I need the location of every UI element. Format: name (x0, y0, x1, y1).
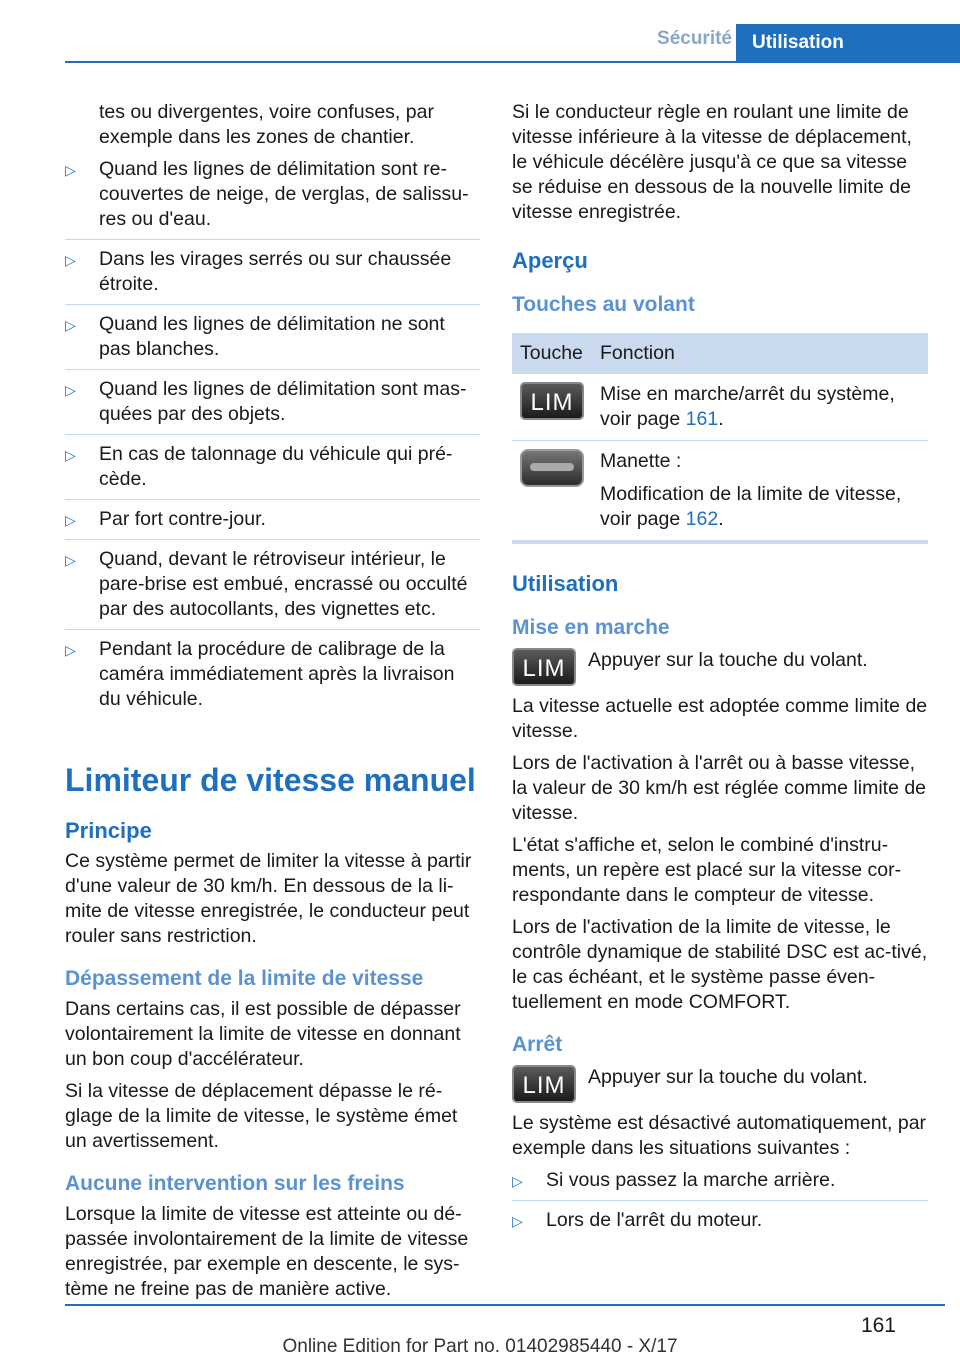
section-title: Limiteur de vitesse manuel (65, 762, 476, 798)
triangle-bullet-icon: ▷ (65, 642, 76, 658)
footer-edition: Online Edition for Part no. 01402985440 - X/17 (282, 1336, 678, 1357)
left-column (65, 100, 480, 1309)
utilisation-heading: Utilisation (512, 571, 619, 596)
triangle-bullet-icon: ▷ (65, 317, 76, 333)
principe-text: Ce système permet de limiter la vitesse à partir d'une valeur de 30 km/h. En dessous de la li-mite de vitesse enregistrée, le conducteur peut rouler sans restriction. (65, 850, 472, 947)
conditions-list (65, 157, 480, 719)
deactivation-instruction: LIM Appuyer sur la touche du volant. (512, 1065, 928, 1103)
lim-button-icon: LIM (512, 1065, 576, 1103)
table-cell-text: Manette : Modification de la limite de vitesse, voir page 162. (592, 441, 928, 543)
mise-en-marche-heading: Mise en marche (512, 616, 670, 639)
triangle-bullet-icon: ▷ (512, 1213, 523, 1229)
list-item: ▷ Si vous passez la marche arrière. (512, 1168, 928, 1201)
intro-text: Si le conducteur règle en roulant une limite de vitesse inférieure à la vitesse de déplacement, le véhicule décélère jusqu'à ce que sa vitesse se réduise en dessous de la nouvelle limite de vitesse enregistrée. (512, 101, 912, 223)
triangle-bullet-icon: ▷ (65, 162, 76, 178)
header-tab-utilisation[interactable]: Utilisation (736, 24, 960, 62)
header-divider (65, 61, 960, 63)
intro-continuation: tes ou divergentes, voire confuses, par exemple dans les zones de chantier. (99, 101, 434, 148)
table-row (512, 374, 928, 441)
list-item: ▷ Pendant la procédure de calibrage de la caméra immédiatement après la livraison du véhicule. (65, 638, 455, 710)
triangle-bullet-icon: ▷ (65, 512, 76, 528)
table-cell-icon (512, 441, 592, 543)
controls-table (512, 333, 928, 544)
list-item: ▷ Lors de l'arrêt du moteur. (512, 1208, 928, 1240)
table-row (512, 441, 928, 543)
triangle-bullet-icon: ▷ (512, 1173, 523, 1189)
triangle-bullet-icon: ▷ (65, 447, 76, 463)
arret-heading: Arrêt (512, 1033, 563, 1056)
depassement-heading: Dépassement de la limite de vitesse (65, 967, 424, 990)
freins-heading: Aucune intervention sur les freins (65, 1172, 405, 1195)
principe-heading: Principe (65, 818, 152, 843)
right-column: Si le conducteur règle en roulant une limite de vitesse inférieure à la vitesse de déplacement, le véhicule décélère jusqu'à ce que sa vitesse se réduise en dessous de la nouvelle limite de vitesse enregistrée. Aperçu Touches au volant Touche Fonction LIM Mise en marche/arrêt du système, voir page 161. Manette : Modification de la limite de vitesse, voir page 162. Utilisation Mise en marche LIM Appuyer sur la touche du volant. La vitesse actuelle est adoptée comme limite de vitesse. Lors de l'activation à l'arrêt ou à basse vitesse, la valeur de 30 km/h est réglée comme limite de vitesse. L'état s'affiche et, selon le combiné d'instru-ments, un repère est placé sur la vitesse cor-respondante dans le compteur de vitesse. Lors de l'activation de la limite de vitesse, le contrôle dynamique de stabilité DSC est ac-tivé, le cas échéant, et le système passe éven-tuellement en mode COMFORT. Arrêt LIM Appuyer sur la touche du volant. Le système est désactivé automatiquement, par exemple dans les situations suivantes : ▷ Si vous passez la marche arrière. ▷ Lors de l'arrêt du moteur. (512, 100, 928, 1247)
lim-button-icon: LIM (520, 382, 584, 420)
table-cell-text: Mise en marche/arrêt du système, voir page 161. (592, 374, 928, 441)
header-tab-securite[interactable]: Sécurité (657, 28, 732, 49)
list-item: ▷ Par fort contre-jour. (65, 507, 480, 540)
page-number: 161 (860, 1314, 896, 1337)
table-cell-icon (512, 374, 592, 441)
triangle-bullet-icon: ▷ (65, 552, 76, 568)
page-link-161[interactable]: 161 (685, 408, 719, 430)
lim-button-icon: LIM (512, 648, 576, 686)
depassement-text-1: Dans certains cas, il est possible de dépasser volontairement la limite de vitesse en donnant un bon coup d'accélérateur. (65, 998, 461, 1070)
list-item: ▷ En cas de talonnage du véhicule qui pré-cède. (65, 442, 480, 500)
table-header-fonction: Fonction (592, 333, 928, 374)
freins-text: Lorsque la limite de vitesse est atteinte ou dé-passée involontairement de la limite de vitesse enregistrée, par exemple en descente, le sys-tème ne freine pas de manière active. (65, 1203, 469, 1300)
triangle-bullet-icon: ▷ (65, 252, 76, 268)
page-link-162[interactable]: 162 (685, 508, 719, 530)
activation-instruction: LIM Appuyer sur la touche du volant. (512, 648, 928, 686)
list-item: ▷ Quand les lignes de délimitation sont re-couvertes de neige, de verglas, de salissu-res ou d'eau. (65, 157, 480, 240)
apercu-heading: Aperçu (512, 248, 588, 273)
touches-heading: Touches au volant (512, 293, 695, 316)
footer-divider (65, 1304, 945, 1306)
list-item: ▷ Quand, devant le rétroviseur intérieur, le pare-brise est embué, encrassé ou occulté par des autocollants, des vignettes etc. (65, 547, 480, 630)
rocker-switch-icon (520, 449, 584, 487)
table-header-touche: Touche (512, 333, 592, 374)
list-item: ▷ Dans les virages serrés ou sur chaussée étroite. (65, 247, 480, 305)
auto-off-list (512, 1168, 928, 1240)
list-item: ▷ Quand les lignes de délimitation sont mas-quées par des objets. (65, 377, 480, 435)
depassement-text-2: Si la vitesse de déplacement dépasse le ré-glage de la limite de vitesse, le système émet un avertissement. (65, 1080, 458, 1152)
triangle-bullet-icon: ▷ (65, 382, 76, 398)
list-item: ▷ Quand les lignes de délimitation ne sont pas blanches. (65, 312, 480, 370)
